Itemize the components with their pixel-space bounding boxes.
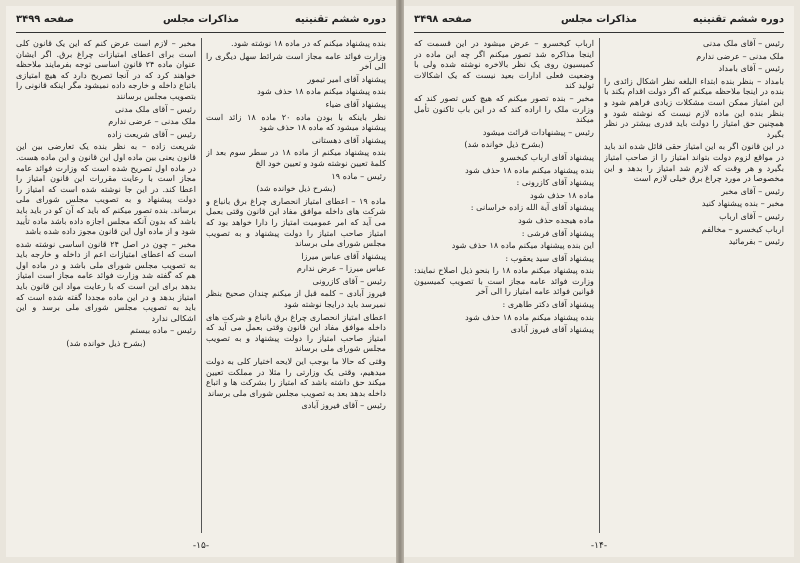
text-paragraph: رئیس – پیشنهادات قرائت میشود	[482, 126, 594, 137]
left-page-number: صفحه ۳۴۹۹	[16, 14, 75, 25]
text-paragraph: رئیس – ماده ۱۹	[331, 170, 386, 181]
text-paragraph: پیشنهاد آقای ضیاء	[325, 98, 386, 109]
text-paragraph: رئیس – آقای شریعت زاده	[107, 128, 196, 139]
text-paragraph: (بشرح ذیل خوانده شد)	[464, 139, 544, 150]
text-paragraph: ملک مدنی – عرضی ندارم	[696, 50, 784, 61]
right-page	[404, 6, 794, 557]
book-gutter	[396, 0, 404, 563]
text-paragraph: ملک مدنی – عرضی ندارم	[108, 116, 196, 127]
left-page-left-column	[16, 38, 196, 533]
text-paragraph: ماده ۱۸ حذف شود	[529, 189, 594, 200]
left-column-divider	[201, 38, 202, 533]
right-session-title: دوره ششم تقنینیه	[692, 14, 784, 25]
text-paragraph: پیشنهاد آقای فیروز آبادی	[510, 324, 594, 335]
right-header-rule	[414, 32, 784, 33]
text-paragraph: رئیس – آقای کازرونی	[312, 275, 386, 286]
text-paragraph: پیشنهاد آقای دهستانی	[311, 134, 386, 145]
text-paragraph: مخبر – بنده پیشنهاد کنید	[701, 198, 784, 209]
text-paragraph: بنده پیشنهاد میکنم که در ماده ۱۸ نوشته شود.	[231, 38, 386, 48]
left-session-title: دوره ششم تقنینیه	[294, 14, 386, 25]
text-paragraph: بنده پیشنهاد میکنم ماده ۱۸ حذف شود	[465, 164, 594, 175]
text-paragraph: رئیس – آقای فیروز آبادی	[301, 400, 386, 411]
text-paragraph: پیشنهاد آقای آیة الله زاده خراسانی :	[470, 202, 594, 213]
text-paragraph: بامداد – بنظر بنده ابتداء البلغه نظر اشکال زائدی را بنده در اینجا ملاحظه میکنم که اگر دولت اقدام بکند با این امتیاز ممکن است مشکلات زیادی فراهم شود و بنظر بنده این ماده لازم نیست که نوشته شود و همچنین حق امتیاز را دولت باید قدری بیشتر در نظر بگیرد	[604, 75, 784, 139]
text-paragraph: بنده پیشنهاد میکنم ماده ۱۸ را بنحو ذیل اصلاح نمایند: وزارت فوائد عامه مجاز است با تصویب کمیسیون قوانین فوائد عامه امتیاز را الی آخر	[414, 265, 594, 297]
text-paragraph: پیشنهاد آقای ارباب کیخسرو	[500, 151, 594, 162]
text-paragraph: شریعت زاده – به نظر بنده یک تعارضی بین این قانون یعنی بین ماده اول این قانون و این ماده هست. در ماده اول تصریح شده است که وزارت فوائد عامه مجاز است با رعایت مقررات این قانون امتیاز را اعطا کند. در این جا نوشته شده است که امتیاز را دولت پیشنهاد و به تصویب مجلس شورای ملی برساند. بنده تصور میکنم که باید که آن کو در باید باید باشد که بدون آنکه مجلس اجازه داده باشد ماده تأیید شود و از ماده اول این قانون مجوز داده شده باشد	[16, 141, 196, 237]
text-paragraph: پیشنهاد آقای کازرونی :	[516, 177, 594, 188]
text-paragraph: وزارت فوائد عامه مجاز است شرائط سهل دیگری را الی آخر	[206, 50, 386, 72]
left-page	[6, 6, 396, 557]
text-paragraph: پیشنهاد آقای سید یعقوب :	[505, 252, 594, 263]
right-page-right-column	[604, 38, 784, 533]
text-paragraph: ماده هیجده حذف شود	[518, 214, 594, 225]
text-paragraph: رئیس – بفرمائید	[728, 236, 784, 247]
left-page-header	[16, 14, 386, 30]
text-paragraph: بنده پیشنهاد میکنم ماده ۱۸ حذف شود	[465, 311, 594, 322]
right-column-divider	[599, 38, 600, 533]
right-page-left-column	[414, 38, 594, 533]
text-paragraph: ماده ۱۹ – اعطای امتیاز انحصاری چراغ برق بانباع و شرکت های داخله موافق مفاد این قانون وقتی بعمل می آید که امر عمومیت امتیاز را دارا خواهد بود که امتیاز صاحب امتیاز را دولت پیشنهاد و به تصویب مجلس شورای ملی برساند	[206, 195, 386, 249]
text-paragraph: فیروز آبادی – کلمه قبل از میکنم چندان صحیح بنظر نمیرسد باید درایجا نوشته شود	[206, 288, 386, 310]
text-paragraph: (بشرح ذیل خوانده شد)	[256, 183, 336, 194]
left-page-right-column	[206, 38, 386, 533]
text-paragraph: پیشنهاد آقای امیر تیمور	[307, 73, 386, 84]
left-columns	[16, 38, 386, 533]
text-paragraph: مخبر – لازم است عرض کنم که این یک قانون کلی است برای اعطای امتیازات چراغ برق. اگر ایشان عنوان ماده ۲۴ قانون اساسی توجه بفرمایند ملاحظه خواهند کرد که در آنجا تصریح دارد که هیچ امتیازی باتباع داخله و خارجه داده نمیشود مگر اینکه قانونی را بتصویب مجلس برسانند	[16, 38, 196, 101]
right-columns	[414, 38, 784, 533]
text-paragraph: نظر باینکه با بودن ماده ۲۰ ماده ۱۸ زائد است پیشنهاد میشود که ماده ۱۸ حذف شود	[206, 111, 386, 133]
text-paragraph: رئیس – آقای ملک مدنی	[703, 38, 784, 48]
right-header-center: مذاکرات مجلس	[560, 14, 638, 25]
text-paragraph: پیشنهاد آقای دکتر طاهری :	[502, 299, 594, 310]
text-paragraph: رئیس – آقای ارباب	[719, 210, 784, 221]
text-paragraph: ارباب کیخسرو – مخالفم	[701, 223, 784, 234]
text-paragraph: اعطای امتیاز انحصاری چراغ برق بانباع و شرکت های داخله موافق مفاد این قانون وقتی بعمل می آید که امتیاز صاحب امتیاز را دولت پیشنهاد و به تصویب مجلس شورای ملی برساند	[206, 311, 386, 354]
text-paragraph: (بشرح ذیل خوانده شد)	[66, 338, 146, 349]
text-paragraph: رئیس – آقای بامداد	[718, 63, 784, 74]
text-paragraph: در این قانون اگر به این امتیاز حقی قائل شده اند باید در مواقع لزوم دولت بتواند امتیاز را از صاحب امتیاز بگیرد و هر وقت که لازم شد امتیاز را بدهد و این مخصوصا در مورد چراغ برق خیلی لازم است	[604, 141, 784, 184]
text-paragraph: عباس میرزا – عرض ندارم	[296, 263, 386, 274]
text-paragraph: وقتی که حالا ما بوجب این لایحه اختیار کلی به دولت میدهیم، وقتی یک وزارتی را مثلا در مملکت تعیین میکند حق داشته باشد که امتیاز را بشرکت ها و اتباع داخله بدهد بعد به تصویب مجلس شورای ملی برساند	[206, 356, 386, 398]
text-paragraph: پیشنهاد آقای فرشی :	[521, 227, 594, 238]
text-paragraph: این بنده پیشنهاد میکنم ماده ۱۸ حذف شود	[451, 240, 594, 251]
text-paragraph: مخبر – بنده تصور میکنم که هیچ کس تصور کند که وزارت ملک را اراده کند که در این باب تاکنون تأمل میکند	[414, 92, 594, 125]
text-paragraph: ارباب کیخسرو – عرض میشود در این قسمت که اینجا مذاکره شد تصور میکنم اگر چه این ماده در کمیسیون روی یک نظر بالاخره نوشته شده ولی با وضعیت فعلی ادارات بعید نیست که یک اشکالات تولید کند	[414, 38, 594, 91]
right-page-footer: -۱۴-	[590, 541, 608, 551]
text-paragraph: مخبر – چون در اصل ۲۴ قانون اساسی نوشته شده است که اعطای امتیازات اعم از داخله و خارجه باید به تصویب مجلس شورای ملی باشد و در ماده اول هم که گفته شد وزارت فوائد عامه مجاز است امتیاز بدهد برای این است که با رعایت مواد این قانون باید امتیاز بدهد و در این ماده مجددا گفته شده است که باید به تصویب مجلس شورای ملی برسد و این اشکالی ندارد	[16, 238, 196, 323]
text-paragraph: رئیس – آقای مخبر	[721, 185, 784, 196]
left-header-rule	[16, 32, 386, 33]
text-paragraph: رئیس – ماده بیستم	[130, 325, 196, 336]
right-page-header	[414, 14, 784, 30]
left-page-footer: -۱۵-	[192, 541, 210, 551]
text-paragraph: پیشنهاد آقای عباس میرزا	[301, 250, 386, 261]
text-paragraph: رئیس – آقای ملک مدنی	[115, 103, 196, 114]
left-header-center: مذاکرات مجلس	[162, 14, 240, 25]
text-paragraph: بنده پیشنهاد میکنم ماده ۱۸ حذف شود	[257, 86, 386, 97]
text-paragraph: بنده پیشنهاد میکنم از ماده ۱۸ در سطر سوم بعد از کلمهٔ تعیین نوشته شود و تعیین خود الخ	[206, 147, 386, 168]
right-page-number: صفحه ۳۴۹۸	[414, 14, 473, 25]
